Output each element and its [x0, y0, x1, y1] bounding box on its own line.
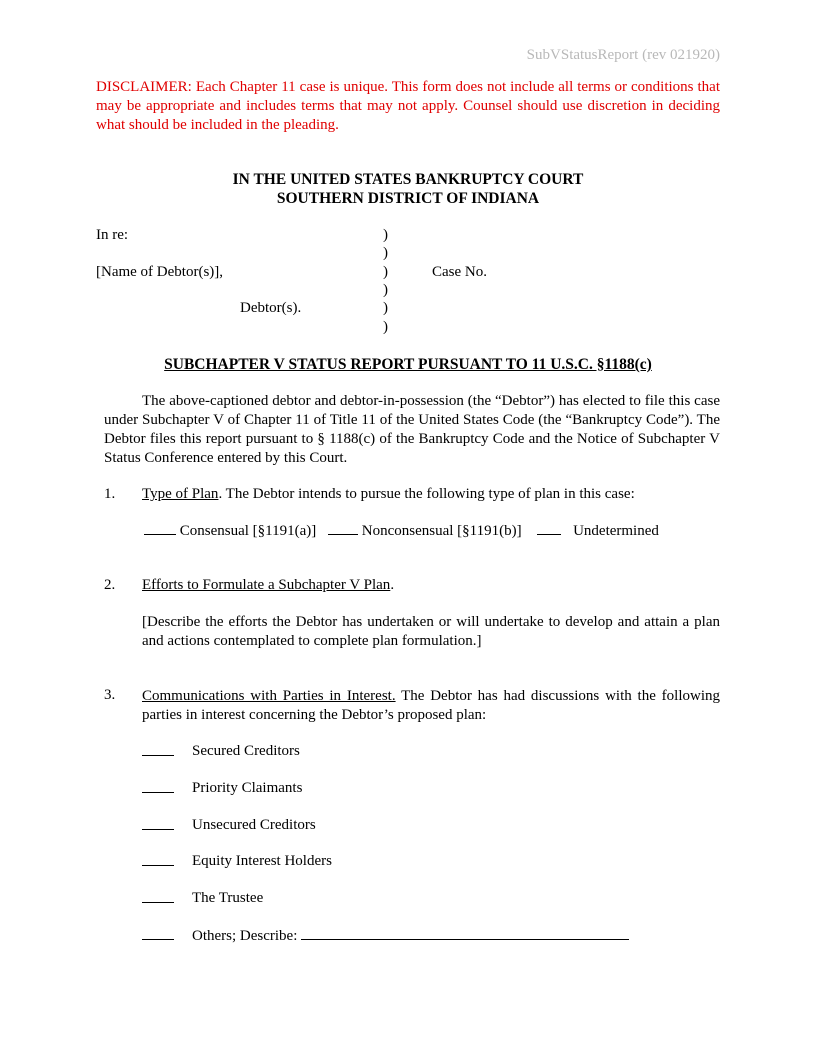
nonconsensual-option: Nonconsensual [§1191(b)]: [361, 523, 522, 539]
consensual-option: Consensual [§1191(a)]: [179, 523, 317, 539]
caption-paren: ): [383, 319, 388, 335]
section-2-number: 2.: [104, 577, 116, 593]
section-1-line: [142, 486, 722, 503]
party-label: Unsecured Creditors: [192, 817, 316, 833]
party-row: [142, 853, 332, 871]
party-blank[interactable]: [142, 743, 174, 756]
party-row: [142, 890, 264, 908]
intro-paragraph: The above-captioned debtor and debtor-in-possession (the “Debtor”) has elected to file this case under Subchapter V of Chapter 11 of Title 11 of the United States Code (the “Bankruptcy Code”). The Debtor files this report pursuant to § 1188(c) of the Bankruptcy Code and the Notice of Subchapter V Status Conference entered by this Court.: [104, 393, 720, 466]
document-title: SUBCHAPTER V STATUS REPORT PURSUANT TO 11 U.S.C. §1188(c): [164, 356, 652, 373]
court-name: IN THE UNITED STATES BANKRUPTCY COURT: [232, 171, 584, 188]
others-label: Others; Describe:: [192, 928, 298, 944]
others-describe-blank[interactable]: [301, 927, 629, 940]
party-blank[interactable]: [142, 853, 174, 866]
section-2-line: [142, 577, 394, 594]
caption-paren: ): [383, 264, 388, 280]
party-label: Priority Claimants: [192, 780, 303, 796]
party-blank[interactable]: [142, 817, 174, 830]
section-2-heading: Efforts to Formulate a Subchapter V Plan: [142, 577, 391, 593]
party-blank[interactable]: [142, 890, 174, 903]
party-label: Secured Creditors: [192, 743, 300, 759]
debtors-label: Debtor(s).: [240, 300, 302, 316]
section-2-heading-end: .: [390, 577, 395, 593]
section-1-number: 1.: [104, 486, 116, 502]
caption-paren: ): [383, 245, 388, 261]
party-row: [142, 743, 300, 761]
party-blank[interactable]: [142, 927, 174, 940]
undetermined-blank[interactable]: [537, 522, 561, 535]
section-3-paragraph: [142, 687, 720, 725]
nonconsensual-blank[interactable]: [328, 522, 358, 535]
caption-paren: ): [383, 227, 388, 243]
form-code: SubVStatusReport (rev 021920): [526, 47, 720, 63]
party-label: [192, 927, 629, 945]
section-1-heading: Type of Plan: [142, 486, 219, 502]
disclaimer-text: DISCLAIMER: Each Chapter 11 case is unique. This form does not include all terms or conditions that may be appropriate and includes terms that may not apply. Counsel should use discretion in deciding what should be included in the pleading.: [96, 79, 720, 133]
caption-paren: ): [383, 300, 388, 316]
party-label: The Trustee: [192, 890, 264, 906]
party-label: Equity Interest Holders: [192, 853, 332, 869]
section-2-text: [Describe the efforts the Debtor has undertaken or will undertake to develop and attain a plan and actions contemplated to complete plan formulation.]: [142, 614, 720, 649]
caption-paren: ): [383, 282, 388, 298]
debtor-name-placeholder: [Name of Debtor(s)],: [96, 264, 224, 280]
party-blank[interactable]: [142, 780, 174, 793]
plan-type-options: [144, 522, 659, 540]
party-row: [142, 780, 303, 798]
section-3-text: The Debtor has had discussions with the following parties in interest concerning the Debtor’s proposed plan:: [142, 688, 720, 723]
consensual-blank[interactable]: [144, 522, 176, 535]
case-number-label: Case No.: [432, 264, 487, 280]
in-re-label: In re:: [96, 227, 129, 243]
section-1-text: . The Debtor intends to pursue the following type of plan in this case:: [218, 486, 635, 502]
court-district: SOUTHERN DISTRICT OF INDIANA: [276, 190, 540, 207]
section-3-number: 3.: [104, 687, 116, 703]
undetermined-option: Undetermined: [573, 523, 659, 539]
section-3-heading: Communications with Parties in Interest.: [142, 688, 396, 704]
party-row: [142, 927, 642, 945]
party-row: [142, 817, 316, 835]
